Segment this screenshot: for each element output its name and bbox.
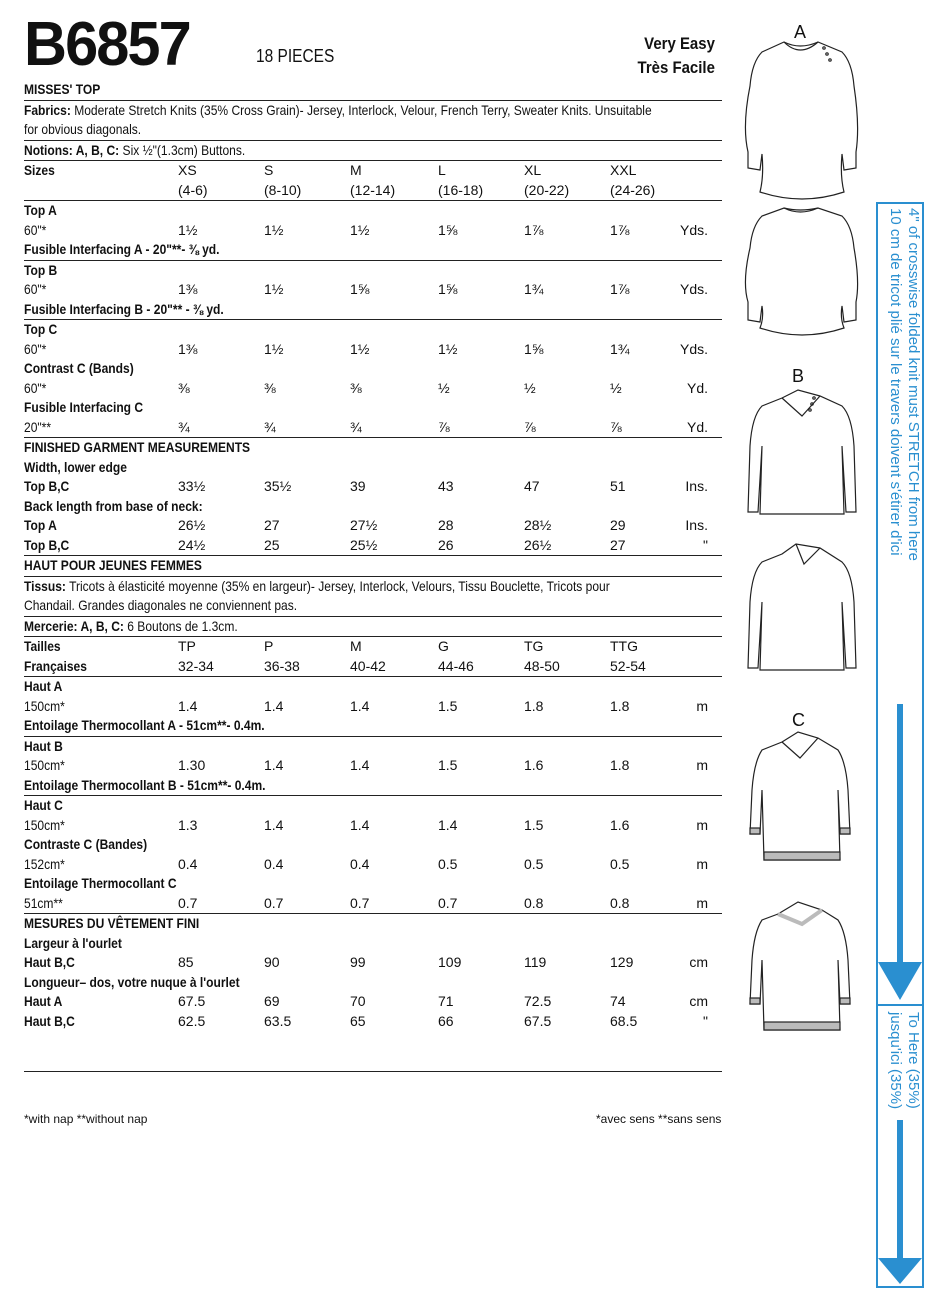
longueur-heading: Longueur– dos, votre nuque à l'ourlet [24, 973, 240, 990]
view-c-back-sketch [742, 894, 858, 1034]
cell-value: 26 [438, 536, 454, 553]
width-bc-row-label: Top B,C [24, 478, 70, 494]
pieces-count: 18 PIECES [256, 46, 335, 66]
cell-value: 52-54 [610, 657, 646, 674]
top-b-row-label: 60"* [24, 281, 47, 297]
notions-text: Six ½"(1.3cm) Buttons. [122, 141, 246, 158]
to-here-en: To Here (35%) [905, 1012, 922, 1109]
cell-value: 68.5 [610, 1012, 638, 1029]
stretch-arrows [876, 700, 924, 1300]
unit: m [696, 855, 708, 872]
cell-value: 1½ [438, 340, 458, 357]
largeur-bc-row-label: Haut B,C [24, 954, 75, 970]
cell-value: 24½ [178, 536, 206, 553]
cell-value: (8-10) [264, 181, 302, 198]
cell-value: 1⅜ [178, 281, 198, 297]
mesures-heading: MESURES DU VÊTEMENT FINI [24, 915, 200, 931]
cell-value: ⅞ [524, 418, 536, 435]
cell-value: 63.5 [264, 1012, 292, 1029]
cell-value: 0.8 [610, 894, 630, 911]
fusible-c-row-label: 20"** [24, 418, 52, 435]
cell-value: 1.5 [438, 697, 458, 714]
cell-value: XL [524, 162, 542, 178]
arrow-shaft-2 [897, 1120, 903, 1262]
cell-value: 1.4 [264, 816, 284, 833]
cell-value: 0.4 [350, 855, 370, 872]
cell-value: XS [178, 162, 197, 178]
cell-value: 1.6 [524, 757, 544, 773]
cell-value: 1⅞ [610, 281, 630, 297]
cell-value: G [438, 638, 449, 654]
haut-c-heading: Haut C [24, 797, 63, 813]
top-a-heading: Top A [24, 202, 57, 218]
cell-value: 26½ [524, 536, 552, 553]
cell-value: 1.5 [438, 757, 458, 773]
cell-value: 62.5 [178, 1012, 206, 1029]
unit: Yd. [686, 379, 708, 396]
cell-value: 65 [350, 1012, 366, 1029]
cell-value: 27½ [350, 517, 378, 533]
haut-a-heading: Haut A [24, 678, 63, 694]
cell-value: L [438, 162, 446, 178]
cell-value: 1.30 [178, 757, 206, 773]
unit: Ins. [685, 517, 708, 533]
cell-value: ¾ [264, 418, 276, 435]
unit: Yds. [679, 221, 708, 238]
cell-value: ½ [610, 379, 622, 396]
cell-value: 28½ [524, 517, 552, 533]
cell-value: 27 [610, 536, 626, 553]
haut-b-heading: Haut B [24, 737, 63, 754]
cell-value: 26½ [178, 517, 206, 533]
width-lower-heading: Width, lower edge [24, 458, 127, 475]
cell-value: ¾ [350, 418, 362, 435]
cell-value: P [264, 638, 274, 654]
cell-value: 40-42 [350, 657, 386, 674]
cell-value: 1½ [264, 340, 284, 357]
tissus-label: Tissus: [24, 577, 66, 594]
contrast-c-row [24, 379, 722, 399]
cell-value: ⅞ [438, 418, 450, 435]
cell-value: 1½ [264, 281, 284, 297]
cell-value: 85 [178, 954, 194, 970]
unit: cm [689, 993, 708, 1009]
tailles-row-label: Tailles [24, 638, 61, 654]
cell-value: 35½ [264, 478, 292, 494]
cell-value: 1.4 [350, 757, 370, 773]
tailles-row [24, 637, 722, 657]
cell-value: 29 [610, 517, 626, 533]
difficulty-fr: Très Facile [637, 58, 715, 77]
cell-value: XXL [610, 162, 637, 178]
cell-value: 1.3 [178, 816, 198, 833]
largeur-heading: Largeur à l'ourlet [24, 934, 122, 951]
cell-value: (20-22) [524, 181, 570, 198]
unit: Yds. [679, 340, 708, 357]
cell-value: 67.5 [524, 1012, 552, 1029]
tissus-text-cont: Chandail. Grandes diagonales ne conviennent pas. [24, 597, 298, 613]
unit: m [696, 894, 708, 911]
difficulty-en: Very Easy [644, 34, 715, 53]
entoilage-b: Entoilage Thermocollant B - 51cm**- 0.4m. [24, 776, 266, 793]
unit: Ins. [685, 478, 708, 494]
cell-value: 36-38 [264, 657, 300, 674]
longueur-bc-row [24, 1012, 722, 1032]
sizes-row [24, 161, 722, 181]
cell-value: 1⅝ [350, 281, 370, 297]
fabrics-text-cont: for obvious diagonals. [24, 121, 142, 137]
cell-value: ¾ [178, 418, 190, 435]
cell-value: 1.4 [264, 757, 284, 773]
unit: m [696, 697, 708, 714]
cell-value: (12-14) [350, 181, 396, 198]
cell-value: 27 [264, 517, 280, 533]
unit: Yds. [679, 281, 708, 297]
top-b-row [24, 280, 722, 300]
fusible-c-row [24, 418, 722, 438]
fusible-b: Fusible Interfacing B - 20"** - ⅜ yd. [24, 300, 224, 317]
top-c-heading: Top C [24, 321, 58, 337]
difficulty-level [638, 32, 715, 80]
back-length-a-row-label: Top A [24, 517, 57, 533]
cell-value: (16-18) [438, 181, 484, 198]
cell-value: 119 [524, 954, 547, 970]
cell-value: 1⅝ [438, 221, 458, 238]
entoilage-c-row [24, 894, 722, 914]
cell-value: 0.5 [524, 855, 544, 872]
cell-value: 109 [438, 954, 462, 970]
cell-value: 1⅝ [438, 281, 458, 297]
arrow-shaft-1 [897, 704, 903, 966]
cell-value: 25 [264, 536, 280, 553]
unit: Yd. [686, 418, 708, 435]
rule-line [24, 1071, 722, 1072]
cell-value: ⅜ [350, 379, 362, 396]
view-b-front-sketch [738, 386, 864, 518]
top-c-row-label: 60"* [24, 340, 47, 357]
cell-value: 47 [524, 478, 540, 494]
cell-value: 1.8 [610, 757, 630, 773]
fusible-c-heading: Fusible Interfacing C [24, 399, 144, 415]
entoilage-a: Entoilage Thermocollant A - 51cm**- 0.4m. [24, 717, 265, 733]
unit: m [696, 757, 708, 773]
cell-value: (4-6) [178, 181, 208, 198]
cell-value: 1.4 [350, 816, 370, 833]
cell-value: 67.5 [178, 993, 206, 1009]
unit: " [703, 1012, 708, 1029]
notions-label: Notions: A, B, C: [24, 141, 120, 158]
cell-value: TG [524, 638, 544, 654]
cell-value: 1.4 [264, 697, 284, 714]
back-length-bc-row-label: Top B,C [24, 536, 70, 553]
cell-value: 1.6 [610, 816, 630, 833]
cell-value: TTG [610, 638, 638, 654]
section-title-fr: HAUT POUR JEUNES FEMMES [24, 557, 202, 573]
fabrics-text: Moderate Stretch Knits (35% Cross Grain)- Jersey, Interlock, Velour, French Terry, Sweater Knits. Unsuitable [74, 101, 652, 118]
cell-value: 0.4 [178, 855, 198, 872]
fusible-a: Fusible Interfacing A - 20"**- ⅜ yd. [24, 241, 220, 257]
width-bc-row [24, 477, 722, 497]
cell-value: 1¾ [524, 281, 544, 297]
cell-value: M [350, 638, 362, 654]
cell-value: 1.8 [610, 697, 630, 714]
contrast-c-heading: Contrast C (Bands) [24, 360, 134, 376]
longueur-a-row [24, 992, 722, 1012]
haut-a-row-label: 150cm* [24, 697, 65, 714]
footnote-fr: *avec sens **sans sens [596, 1112, 722, 1126]
cell-value: 1.4 [350, 697, 370, 714]
cell-value: (24-26) [610, 181, 656, 198]
cell-value: 43 [438, 478, 454, 494]
cell-value: ⅜ [178, 379, 190, 396]
largeur-bc-row [24, 953, 722, 973]
unit: " [703, 536, 708, 553]
section-title-en: MISSES' TOP [24, 81, 101, 97]
francaises-row-label: Françaises [24, 657, 87, 674]
view-label-c: C [792, 710, 805, 730]
contraste-c-row-label: 152cm* [24, 855, 65, 872]
cell-value: TP [178, 638, 196, 654]
view-label-b: B [792, 366, 805, 386]
yardage-chart [24, 80, 722, 1072]
tissus-text: Tricots à élasticité moyenne (35% en largeur)- Jersey, Interlock, Velours, Tissu Bouclette, Tricots pour [69, 577, 610, 594]
cell-value: ½ [438, 379, 450, 396]
entoilage-c-row-label: 51cm** [24, 894, 63, 911]
cell-value: 0.5 [438, 855, 458, 872]
cell-value: 70 [350, 993, 366, 1009]
cell-value: 1⅜ [178, 340, 198, 357]
size-ranges-row [24, 181, 722, 201]
view-a-front-sketch [736, 36, 866, 200]
cell-value: 0.4 [264, 855, 284, 872]
cell-value: 0.5 [610, 855, 630, 872]
longueur-bc-row-label: Haut B,C [24, 1012, 75, 1029]
cell-value: 0.7 [438, 894, 458, 911]
top-c-row [24, 340, 722, 360]
cell-value: 1⅝ [524, 340, 544, 357]
stretch-text-fr: 10 cm de tricot plié sur le travers doivent s'étirer d'ici [887, 208, 904, 556]
cell-value: 66 [438, 1012, 454, 1029]
stretch-text-en: 4" of crosswise folded knit must STRETCH from here [905, 208, 922, 561]
cell-value: 1.5 [524, 816, 544, 833]
cell-value: 33½ [178, 478, 206, 494]
back-length-a-row [24, 516, 722, 536]
cell-value: 71 [438, 993, 454, 1009]
entoilage-c-heading: Entoilage Thermocollant C [24, 875, 177, 891]
haut-b-row [24, 756, 722, 776]
cell-value: 0.7 [350, 894, 370, 911]
haut-c-row [24, 816, 722, 836]
footnote-en: *with nap **without nap [24, 1112, 148, 1126]
cell-value: S [264, 162, 274, 178]
cell-value: 129 [610, 954, 634, 970]
cell-value: 1.4 [178, 697, 198, 714]
arrow-down-icon [878, 1258, 922, 1284]
unit: cm [689, 954, 708, 970]
fabrics-label: Fabrics: [24, 101, 71, 118]
pattern-number: B6857 [24, 10, 190, 79]
cell-value: 1¾ [610, 340, 630, 357]
finished-measurements-heading: FINISHED GARMENT MEASUREMENTS [24, 439, 251, 455]
cell-value: 0.7 [264, 894, 284, 911]
cell-value: 39 [350, 478, 366, 494]
cell-value: 51 [610, 478, 626, 494]
view-c-front-sketch [742, 728, 858, 864]
back-length-bc-row [24, 536, 722, 556]
mercerie-label: Mercerie: A, B, C: [24, 617, 124, 634]
cell-value: 44-46 [438, 657, 474, 674]
cell-value: 25½ [350, 536, 378, 553]
cell-value: 69 [264, 993, 280, 1009]
top-a-row [24, 221, 722, 241]
cell-value: 99 [350, 954, 366, 970]
cell-value: M [350, 162, 362, 178]
cell-value: 28 [438, 517, 454, 533]
back-length-heading: Back length from base of neck: [24, 497, 203, 514]
top-a-row-label: 60"* [24, 221, 47, 238]
haut-c-row-label: 150cm* [24, 816, 65, 833]
francaises-row [24, 657, 722, 677]
top-b-heading: Top B [24, 261, 58, 278]
cell-value: 32-34 [178, 657, 214, 674]
cell-value: 1⅞ [524, 221, 544, 238]
to-here-fr: jusqu'ici (35%) [887, 1012, 904, 1110]
cell-value: 0.7 [178, 894, 198, 911]
cell-value: 1.4 [438, 816, 458, 833]
haut-b-row-label: 150cm* [24, 757, 65, 773]
longueur-a-row-label: Haut A [24, 993, 63, 1009]
cell-value: 1½ [178, 221, 198, 238]
sizes-row-label: Sizes [24, 162, 55, 178]
cell-value: 74 [610, 993, 626, 1009]
cell-value: ⅞ [610, 418, 622, 435]
cell-value: ⅜ [264, 379, 276, 396]
view-a-back-sketch [736, 202, 866, 336]
view-label-a: A [794, 22, 807, 42]
cell-value: ½ [524, 379, 536, 396]
contrast-c-row-label: 60"* [24, 379, 47, 396]
cell-value: 90 [264, 954, 280, 970]
cell-value: 48-50 [524, 657, 560, 674]
cell-value: 1½ [264, 221, 284, 238]
mercerie-text: 6 Boutons de 1.3cm. [127, 617, 238, 634]
contraste-c-row [24, 855, 722, 875]
arrow-down-icon [878, 962, 922, 1000]
contraste-c-heading: Contraste C (Bandes) [24, 836, 148, 852]
cell-value: 1½ [350, 221, 370, 238]
cell-value: 0.8 [524, 894, 544, 911]
unit: m [696, 816, 708, 833]
cell-value: 1⅞ [610, 221, 630, 238]
cell-value: 1½ [350, 340, 370, 357]
view-b-back-sketch [738, 540, 864, 674]
cell-value: 1.8 [524, 697, 544, 714]
cell-value: 72.5 [524, 993, 552, 1009]
haut-a-row [24, 697, 722, 717]
